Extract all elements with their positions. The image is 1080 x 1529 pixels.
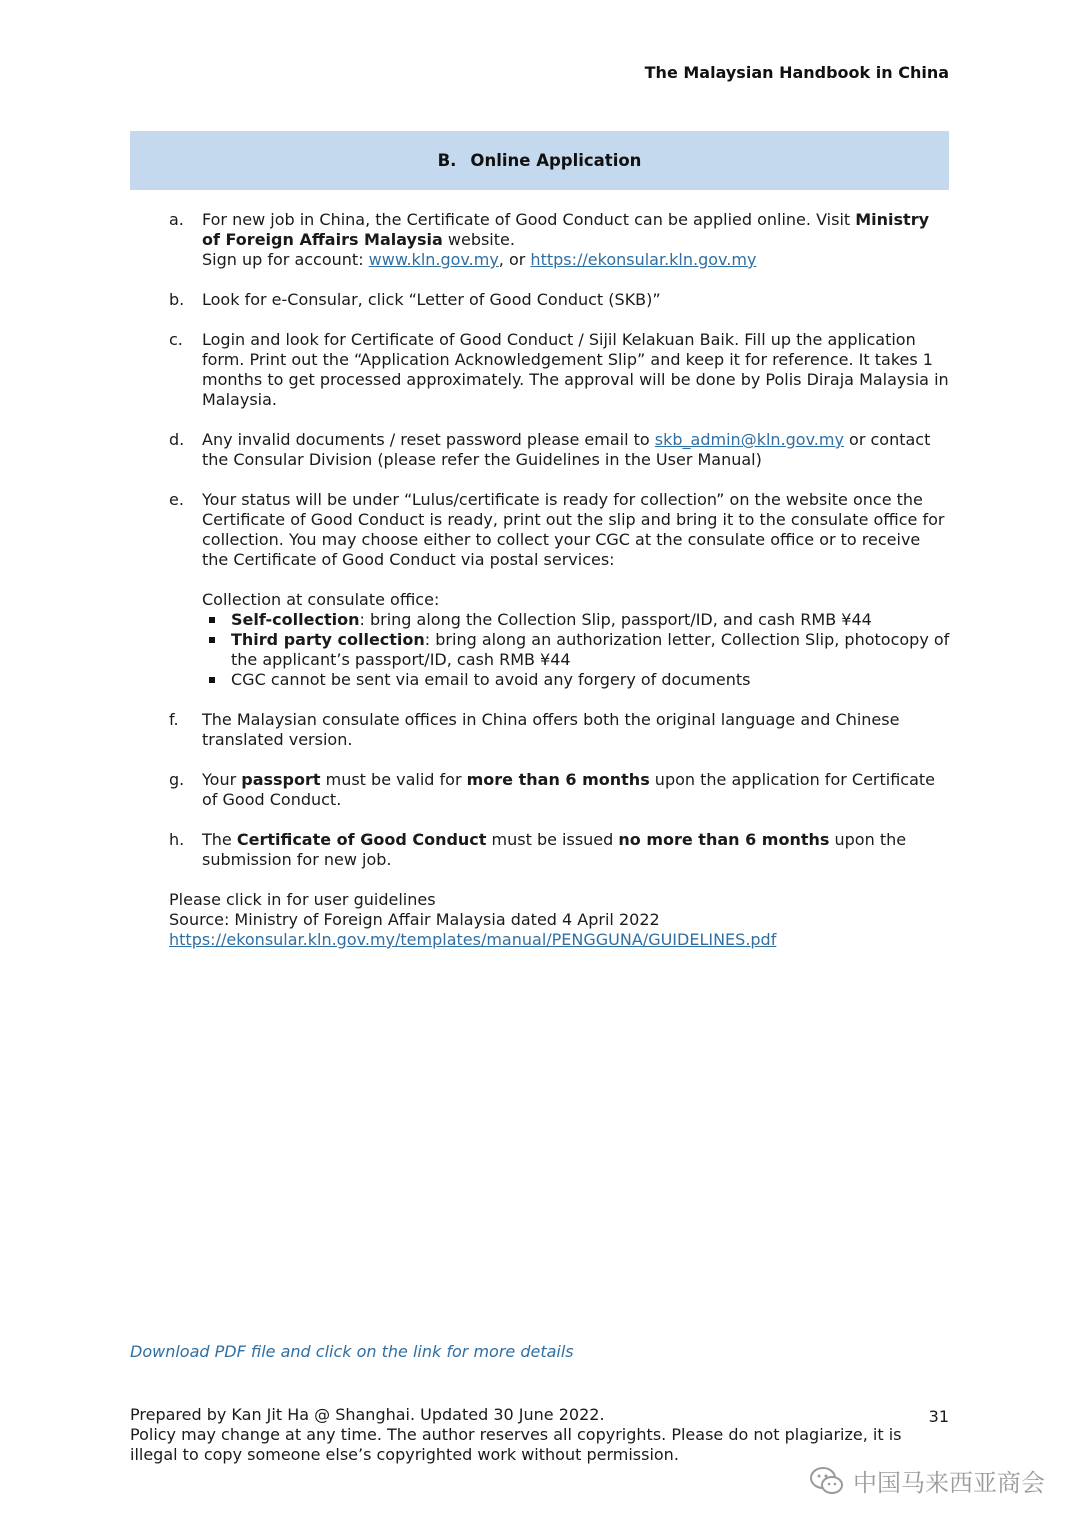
item-marker: a. [169, 210, 184, 229]
item-text: Login and look for Certificate of Good Conduct / Sijil Kelakuan Baik. Fill up the application form. Print out the “Application Acknowledgement Slip” and keep it for reference. It takes 1 months to get processed approximately. The approval will be done by Polis Diraja Malaysia in Malaysia. [202, 330, 949, 409]
item-bold: no more than 6 months [618, 830, 830, 849]
item-text: Your status will be under “Lulus/certificate is ready for collection” on the website once the Certificate of Good Conduct is ready, print out the slip and bring it to the consulate office for collection. You may choose either to collect your CGC at the consulate office or to receive the Certificate of Good Conduct via postal services: [202, 490, 945, 569]
section-title: Online Application [470, 151, 642, 170]
item-bold: passport [241, 770, 321, 789]
item-marker: f. [169, 710, 179, 729]
bullet-bold: Self-collection [231, 610, 360, 629]
bullet-square-icon [202, 630, 231, 670]
bullet-text: : bring along the Collection Slip, passport/ID, and cash RMB ¥44 [359, 610, 872, 629]
list-item-g [169, 770, 951, 810]
list-item-d [169, 430, 951, 470]
item-text: upon the submission for new job. [202, 830, 907, 869]
list-item-b [169, 290, 951, 310]
item-text: , or [498, 250, 531, 269]
bullet-item [202, 610, 951, 630]
footer [130, 1405, 910, 1465]
item-text: For new job in China, the Certificate of Good Conduct can be applied online. Visit [202, 210, 856, 229]
footer-copyright: Policy may change at any time. The author reserves all copyrights. Please do not plagiarize, it is illegal to copy someone else’s copyrighted work without permission. [130, 1425, 902, 1464]
collection-heading: Collection at consulate office: [202, 590, 440, 609]
item-text: Any invalid documents / reset password please email to [202, 430, 655, 449]
bullet-square-icon [202, 670, 231, 690]
instructions-list [169, 210, 951, 950]
bullet-text: CGC cannot be sent via email to avoid any forgery of documents [231, 670, 751, 689]
item-marker: d. [169, 430, 185, 449]
section-banner [130, 131, 949, 190]
bullet-item [202, 630, 951, 670]
item-bold: Certificate of Good Conduct [236, 830, 487, 849]
sources-block [169, 890, 951, 950]
list-item-c [169, 330, 951, 410]
item-marker: e. [169, 490, 184, 509]
download-note: Download PDF file and click on the link for more details [130, 1342, 574, 1361]
list-item-h [169, 830, 951, 870]
footer-prepared-by: Prepared by Kan Jit Ha @ Shanghai. Updated 30 June 2022. [130, 1405, 605, 1424]
item-text: must be valid for [320, 770, 467, 789]
item-text: Your [202, 770, 242, 789]
item-text: website. [442, 230, 515, 249]
kln-website-link[interactable]: www.kln.gov.my [368, 250, 499, 269]
document-header-title: The Malaysian Handbook in China [644, 63, 949, 82]
item-text: upon the application for Certificate of Good Conduct. [202, 770, 935, 809]
bullet-square-icon [202, 610, 231, 630]
page-number: 31 [928, 1407, 949, 1426]
item-text: The [202, 830, 237, 849]
bullet-text: : bring along an authorization letter, Collection Slip, photocopy of the applicant’s passport/ID, cash RMB ¥44 [231, 630, 950, 669]
section-letter: B. [437, 151, 457, 170]
item-text: or contact the Consular Division (please refer the Guidelines in the User Manual) [202, 430, 931, 469]
bullet-item [202, 670, 951, 690]
collection-bullets [202, 610, 951, 690]
item-marker: c. [169, 330, 183, 349]
signup-prefix: Sign up for account: [202, 250, 369, 269]
list-item-f [169, 710, 951, 750]
source-citation: Source: Ministry of Foreign Affair Malaysia dated 4 April 2022 [169, 910, 660, 929]
list-item-e [169, 490, 951, 690]
item-text: Look for e-Consular, click “Letter of Good Conduct (SKB)” [202, 290, 661, 309]
item-text: The Malaysian consulate offices in China offers both the original language and Chinese translated version. [202, 710, 900, 749]
item-marker: h. [169, 830, 185, 849]
wechat-icon [809, 1466, 845, 1496]
guidelines-note: Please click in for user guidelines [169, 890, 436, 909]
watermark [809, 1463, 1045, 1498]
watermark-text: 中国马来西亚商会 [853, 1469, 1045, 1497]
bullet-bold: Third party collection [231, 630, 425, 649]
email-link[interactable]: skb_admin@kln.gov.my [654, 430, 844, 449]
ministry-name: Ministry of Foreign Affairs Malaysia [202, 210, 930, 249]
item-text: must be issued [486, 830, 619, 849]
guidelines-pdf-link[interactable]: https://ekonsular.kln.gov.my/templates/manual/PENGGUNA/GUIDELINES.pdf [169, 930, 777, 949]
item-bold: more than 6 months [466, 770, 650, 789]
list-item-a [169, 210, 951, 270]
item-marker: b. [169, 290, 185, 309]
item-marker: g. [169, 770, 185, 789]
ekonsular-website-link[interactable]: https://ekonsular.kln.gov.my [530, 250, 757, 269]
